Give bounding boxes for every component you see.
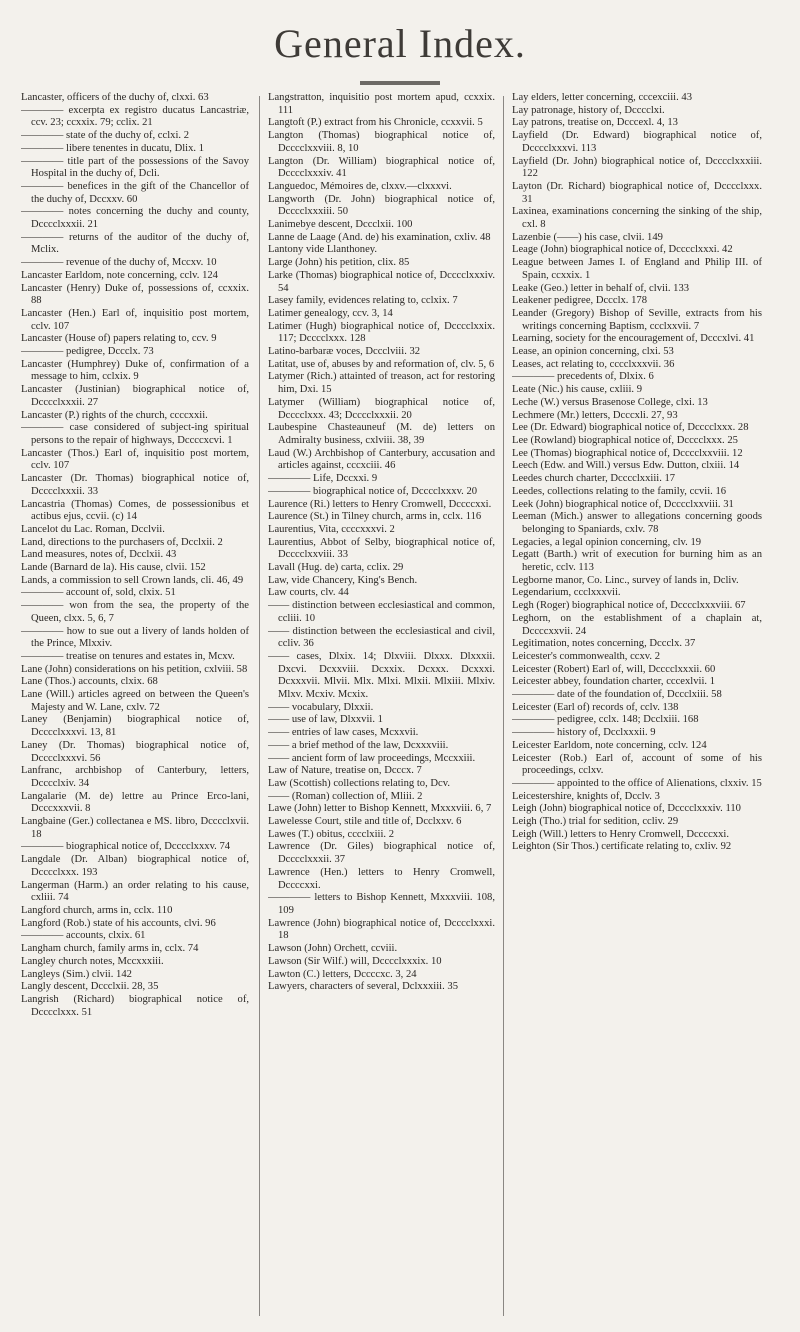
index-entry: Lanimebye descent, Dccclxii. 100 — [268, 219, 413, 231]
index-entry: ———— pedigree, cclx. 148; Dcclxiii. 168 — [512, 714, 699, 726]
index-entry: Lancaster (Thos.) Earl of, inquisitio post mortem, cclv. 107 — [21, 447, 249, 472]
index-entry: ———— case considered of subject-ing spiritual persons to the repair of highways, Dccccxcvi. 1 — [21, 422, 249, 446]
index-entry: Lawton (C.) letters, Dccccxc. 3, 24 — [268, 968, 417, 980]
index-entry: Langham church, family arms in, cclx. 74 — [21, 943, 199, 955]
index-entry: Langrish (Richard) biographical notice of, Dcccclxxx. 51 — [21, 993, 249, 1018]
index-entry: Layfield (Dr. Edward) biographical notice of, Dcccclxxxvi. 113 — [512, 130, 762, 154]
index-entry: Leicester abbey, foundation charter, cccexlvii. 1 — [512, 676, 716, 688]
index-entry: Lane (Will.) articles agreed on between the Queen's Majesty and W. Lane, cxlv. 72 — [21, 689, 249, 713]
index-entry: Lancaster (Justinian) biographical notice of, Dcccclxxxii. 27 — [21, 384, 249, 408]
index-entry: Lands, a commission to sell Crown lands, cli. 46, 49 — [21, 574, 244, 586]
index-entry: ———— date of the foundation of, Dccclxiii. 58 — [512, 689, 722, 701]
index-entry: League between James I. of England and Philip III. of Spain, ccxxix. 1 — [512, 257, 762, 281]
index-entry: Legborne manor, Co. Linc., survey of lands in, Dcliv. — [512, 574, 739, 586]
index-entry: Leicestershire, knights of, Dcclv. 3 — [512, 790, 660, 802]
index-entry: Land measures, notes of, Dcclxii. 43 — [21, 549, 177, 561]
index-entry: Lawrence (Hen.) letters to Henry Cromwell, Dccccxxi. — [268, 866, 495, 891]
index-entry: Langly descent, Dccclxii. 28, 35 — [21, 981, 159, 993]
index-entry: Langtoft (P.) extract from his Chronicle, ccxxvii. 5 — [268, 117, 483, 129]
index-entry: Lane (John) considerations on his petition, cxlviii. 58 — [21, 663, 248, 675]
index-entry: Langford church, arms in, cclx. 110 — [21, 905, 173, 916]
index-entry: Leage (John) biographical notice of, Dcccclxxxi. 42 — [512, 244, 733, 256]
index-entry: Leeman (Mich.) answer to allegations concerning goods belonging to Spaniards, cxlv. 78 — [512, 511, 762, 535]
index-entry: Laxinea, examinations concerning the sinking of the ship, cxl. 8 — [512, 206, 762, 231]
index-entry: Laurence (St.) in Tilney church, arms in, cclx. 116 — [268, 511, 482, 523]
index-entry: Lancaster (House of) papers relating to, ccv. 9 — [21, 333, 217, 345]
index-entry: Lazenbie (——) his case, clvii. 149 — [512, 231, 663, 243]
index-entry: ———— biographical notice of, Dcccclxxxv. 74 — [21, 841, 231, 853]
index-entry: Layfield (Dr. John) biographical notice of, Dcccclxxxiii. 122 — [512, 155, 762, 180]
index-entry: Lawyers, characters of several, Dclxxxiii. 35 — [268, 981, 459, 993]
index-entry: ———— how to sue out a livery of lands holden of the Prince, Mlxxiv. — [21, 625, 249, 650]
index-entry: Lay patrons, treatise on, Dcccexl. 4, 13 — [512, 117, 678, 129]
index-entry: Leicester (Rob.) Earl of, account of some of his proceedings, cclxv. — [512, 752, 762, 777]
index-entry: Leicester (Robert) Earl of, will, Dcccclxxxii. 60 — [512, 663, 716, 675]
index-entry: Lancelot du Lac. Roman, Dcclvii. — [21, 523, 165, 535]
index-entry: ———— won from the sea, the property of the Queen, clxx. 5, 6, 7 — [21, 600, 249, 624]
index-entry: Latymer (Rich.) attainted of treason, act for restoring him, Dxi. 15 — [268, 371, 495, 396]
index-entry: Lawson (Sir Wilf.) will, Dcccclxxxix. 10 — [268, 955, 442, 967]
index-entry: Leghorn, on the establishment of a chaplain at, Dccccxxvii. 24 — [512, 612, 762, 637]
index-entry: Latimer genealogy, ccv. 3, 14 — [268, 307, 393, 319]
index-entry: ———— revenue of the duchy of, Mccxv. 10 — [21, 257, 217, 269]
index-entry: Laney (Dr. Thomas) biographical notice of, Dcccclxxxvi. 56 — [21, 739, 249, 764]
column-divider — [503, 96, 504, 1316]
index-entry: ———— accounts, clxix. 61 — [21, 930, 146, 942]
index-entry: ———— title part of the possessions of the Savoy Hospital in the duchy of, Dcli. — [21, 155, 249, 180]
index-entry: —— distinction between the ecclesiastical and civil, ccliv. 36 — [268, 625, 495, 650]
index-entry: Lechmere (Mr.) letters, Dcccxli. 27, 93 — [512, 409, 678, 421]
index-entry: Langleys (Sim.) clvii. 142 — [21, 968, 132, 980]
index-entry: Leigh (John) biographical notice of, Dcccclxxxiv. 110 — [512, 803, 741, 815]
index-entry: ———— appointed to the office of Alienations, clxxiv. 15 — [512, 777, 762, 789]
index-entry: Leicester's commonwealth, ccxv. 2 — [512, 650, 661, 662]
index-entry: ———— history of, Dcclxxxii. 9 — [512, 727, 656, 739]
index-entry: ———— Life, Dccxxi. 9 — [268, 473, 378, 485]
index-entry: Law (Scottish) collections relating to, Dcv. — [268, 777, 451, 789]
index-entry: Lancaster, officers of the duchy of, clxxi. 63 — [21, 92, 209, 103]
index-entry: ———— benefices in the gift of the Chancellor of the duchy of, Dccxxv. 60 — [21, 180, 249, 205]
index-entry: Leedes, collections relating to the family, ccvii. 16 — [512, 485, 727, 497]
index-column-right — [512, 92, 762, 1320]
index-entry: ———— account of, sold, clxix. 51 — [21, 587, 176, 599]
index-entry: Laurentius, Vita, ccccxxxvi. 2 — [268, 523, 395, 535]
page-title: General Index. — [274, 21, 526, 66]
index-entry: Lavall (Hug. de) carta, cclix. 29 — [268, 562, 404, 574]
index-entry: Langworth (Dr. John) biographical notice of, Dcccclxxxiii. 50 — [268, 193, 495, 218]
index-entry: ———— pedigree, Dccclx. 73 — [21, 346, 154, 358]
index-entry: Lancaster (Henry) Duke of, possessions of, ccxxix. 88 — [21, 282, 249, 307]
index-entry: Lancaster (P.) rights of the church, ccccxxii. — [21, 409, 208, 421]
index-entry: Laurence (Ri.) letters to Henry Cromwell, Dccccxxi. — [268, 498, 492, 510]
index-entry: —— use of law, Dlxxvii. 1 — [268, 714, 383, 726]
column-divider — [259, 96, 260, 1316]
index-entry: Lanne de Laage (And. de) his examination, cxliv. 48 — [268, 231, 491, 243]
title-rule — [360, 81, 440, 85]
index-entry: Langford (Rob.) state of his accounts, clvi. 96 — [21, 917, 216, 929]
index-entry: ———— notes concerning the duchy and county, Dcccclxxxii. 21 — [21, 206, 249, 231]
index-entry: ———— returns of the auditor of the duchy of, Mclix. — [21, 231, 249, 256]
index-entry: Langalarie (M. de) lettre au Prince Erco-lani, Dcccxxxvii. 8 — [21, 790, 249, 815]
index-entry: Leek (John) biographical notice of, Dcccclxxviii. 31 — [512, 498, 734, 510]
index-entry: Lease, an opinion concerning, clxi. 53 — [512, 346, 674, 358]
index-entry: Langton (Dr. William) biographical notice of, Dcccclxxxiv. 41 — [268, 155, 495, 180]
index-entry: Large (John) his petition, clix. 85 — [268, 257, 410, 269]
index-entry: Langerman (Harm.) an order relating to his cause, cxliii. 74 — [21, 879, 249, 904]
index-entry: —— a brief method of the law, Dcxxxviii. — [268, 739, 449, 751]
index-entry: Lawelesse Court, stile and title of, Dcclxxv. 6 — [268, 816, 462, 828]
index-entry: Latymer (William) biographical notice of, Dcccclxxx. 43; Dcccclxxxii. 20 — [268, 396, 495, 421]
index-entry: Laurentius, Abbot of Selby, biographical notice of, Dcccclxxviii. 33 — [268, 536, 495, 561]
index-entry: Lawe (John) letter to Bishop Kennett, Mxxxviii. 6, 7 — [268, 803, 492, 815]
index-entry: Lancaster (Hen.) Earl of, inquisitio post mortem, cclv. 107 — [21, 307, 249, 332]
index-entry: Leander (Gregory) Bishop of Seville, extracts from his writings concerning Baptism, ccclxxvii. 7 — [512, 307, 762, 332]
index-entry: Lantony vide Llanthoney. — [268, 244, 378, 256]
index-entry: Latitat, use of, abuses by and reformation of, clv. 5, 6 — [268, 358, 495, 370]
index-entry: Languedoc, Mémoires de, clxxv.—clxxxvi. — [268, 180, 452, 192]
index-entry: Larke (Thomas) biographical notice of, Dcccclxxxiv. 54 — [268, 269, 495, 294]
index-entry: Langdale (Dr. Alban) biographical notice of, Dcccclxxx. 193 — [21, 854, 249, 878]
index-entry: ———— state of the duchy of, cclxi. 2 — [21, 130, 189, 142]
index-entry: Legitimation, notes concerning, Dccclx. 37 — [512, 638, 696, 650]
index-column-left — [21, 92, 249, 1320]
index-entry: Laubespine Chasteauneuf (M. de) letters on Admiralty business, cxlviii. 38, 39 — [268, 422, 495, 446]
index-entry: Langton (Thomas) biographical notice of, Dcccclxxviii. 8, 10 — [268, 130, 495, 154]
index-entry: Layton (Dr. Richard) biographical notice of, Dcccclxxx. 31 — [512, 180, 762, 205]
index-entry: ———— biographical notice of, Dcccclxxxv. 20 — [268, 485, 478, 497]
index-entry: Langley church notes, Mccxxxiii. — [21, 955, 164, 967]
index-entry: Leate (Nic.) his cause, cxliii. 9 — [512, 384, 643, 396]
index-entry: Lasey family, evidences relating to, cclxix. 7 — [268, 295, 458, 307]
index-entry: Laud (W.) Archbishop of Canterbury, accusation and articles against, cccxciii. 46 — [268, 447, 495, 472]
index-entry: Lancaster (Dr. Thomas) biographical notice of, Dcccclxxxii. 33 — [21, 473, 249, 497]
index-entry: Law of Nature, treatise on, Dcccx. 7 — [268, 765, 422, 777]
index-entry: Law courts, clv. 44 — [268, 587, 349, 599]
index-entry: Lancastria (Thomas) Comes, de possessionibus et actibus ejus, ccvii. (c) 14 — [21, 498, 249, 523]
index-entry: Leakener pedigree, Dccclx. 178 — [512, 295, 647, 307]
index-entry: Leigh (Tho.) trial for sedition, ccliv. 29 — [512, 816, 679, 828]
index-entry: Learning, society for the encouragement of, Dcccxlvi. 41 — [512, 333, 755, 345]
index-entry: Latimer (Hugh) biographical notice of, Dcccclxxix. 117; Dcccclxxx. 128 — [268, 320, 495, 345]
index-entry: Lawrence (Dr. Giles) biographical notice of, Dcccclxxxii. 37 — [268, 841, 495, 866]
index-entry: Langbaine (Ger.) collectanea e MS. libro, Dcccclxvii. 18 — [21, 816, 249, 840]
index-entry: Lanfranc, archbishop of Canterbury, letters, Dcccclxiv. 34 — [21, 765, 249, 789]
index-entry: ———— letters to Bishop Kennett, Mxxxviii. 108, 109 — [268, 892, 495, 916]
index-entry: —— cases, Dlxix. 14; Dlxviii. Dlxxx. Dlxxxii. Dxcvi. Dcxxviii. Dcxxix. Dcxxx. Dcxxxi. Dcxxxvii. Mlvii. Mlx. Mlxi. Mlxii. Mlxiii. Mlxiv. Mlxv. Mcxiv. Mcxix. — [268, 650, 495, 701]
index-entry: Lande (Barnard de la). His cause, clvii. 152 — [21, 562, 206, 574]
index-entry: Leake (Geo.) letter in behalf of, clvii. 133 — [512, 282, 690, 294]
index-entry: —— vocabulary, Dlxxii. — [268, 701, 374, 713]
index-column-middle — [268, 92, 495, 1320]
index-entry: ———— libere tenentes in ducatu, Dlix. 1 — [21, 142, 204, 154]
index-entry: Lawes (T.) obitus, cccclxiii. 2 — [268, 828, 395, 840]
index-entry: ———— precedents of, Dlxix. 6 — [512, 371, 654, 383]
index-entry: Laney (Benjamin) biographical notice of, Dcccclxxxvi. 13, 81 — [21, 714, 249, 739]
index-entry: —— entries of law cases, Mcxxvii. — [268, 727, 419, 739]
index-entry: Land, directions to the purchasers of, Dcclxii. 2 — [21, 536, 223, 548]
index-entry: Legendarium, ccclxxxvii. — [512, 587, 621, 599]
index-entry: ———— excerpta ex registro ducatus Lancastriæ, ccv. 23; ccxxix. 79; cclix. 21 — [21, 104, 249, 129]
index-entry: Leche (W.) versus Brasenose College, clxi. 13 — [512, 396, 708, 408]
index-entry: Lancaster Earldom, note concerning, cclv. 124 — [21, 269, 218, 281]
index-entry: Leedes church charter, Dcccclxxiii. 17 — [512, 473, 676, 485]
index-entry: Lawrence (John) biographical notice of, Dcccclxxxi. 18 — [268, 917, 495, 942]
index-entry: —— distinction between ecclesiastical and common, ccliii. 10 — [268, 600, 495, 624]
index-entry: Langstratton, inquisitio post mortem apud, ccxxix. 111 — [268, 92, 495, 116]
index-entry: Lay patronage, history of, Dcccclxi. — [512, 104, 665, 116]
index-entry: Lee (Thomas) biographical notice of, Dcccclxxviii. 12 — [512, 447, 743, 459]
index-entry: Legh (Roger) biographical notice of, Dcccclxxxviii. 67 — [512, 600, 746, 612]
index-entry: Lancaster (Humphrey) Duke of, confirmation of a message to him, cclxix. 9 — [21, 358, 249, 383]
index-entry: Legatt (Barth.) writ of execution for burning him as an heretic, cclv. 113 — [512, 549, 762, 574]
index-entry: Leicester Earldom, note concerning, cclv. 124 — [512, 739, 707, 751]
index-entry: Lee (Dr. Edward) biographical notice of, Dcccclxxx. 28 — [512, 422, 749, 434]
index-entry: Latino-barbaræ voces, Dccclviii. 32 — [268, 346, 421, 358]
index-entry: Leicester (Earl of) records of, cclv. 138 — [512, 701, 679, 713]
index-entry: Law, vide Chancery, King's Bench. — [268, 574, 418, 586]
index-entry: Legacies, a legal opinion concerning, clv. 19 — [512, 536, 702, 548]
index-entry: Lawson (John) Orchett, ccviii. — [268, 943, 398, 955]
index-entry: Leech (Edw. and Will.) versus Edw. Dutton, clxiii. 14 — [512, 460, 740, 472]
index-entry: Leighton (Sir Thos.) certificate relating to, cxliv. 92 — [512, 841, 732, 853]
index-entry: —— ancient form of law proceedings, Mccxxiii. — [268, 752, 476, 764]
index-entry: —— (Roman) collection of, Mliii. 2 — [268, 790, 423, 802]
index-entry: Leases, act relating to, cccclxxxvii. 36 — [512, 358, 675, 370]
index-entry: ———— treatise on tenures and estates in, Mcxv. — [21, 650, 235, 662]
index-entry: Leigh (Will.) letters to Henry Cromwell, Dccccxxi. — [512, 828, 729, 840]
index-entry: Lee (Rowland) biographical notice of, Dcccclxxx. 25 — [512, 434, 738, 446]
index-entry: Lay elders, letter concerning, cccexciii. 43 — [512, 92, 693, 103]
index-entry: Lane (Thos.) accounts, clxix. 68 — [21, 676, 158, 688]
